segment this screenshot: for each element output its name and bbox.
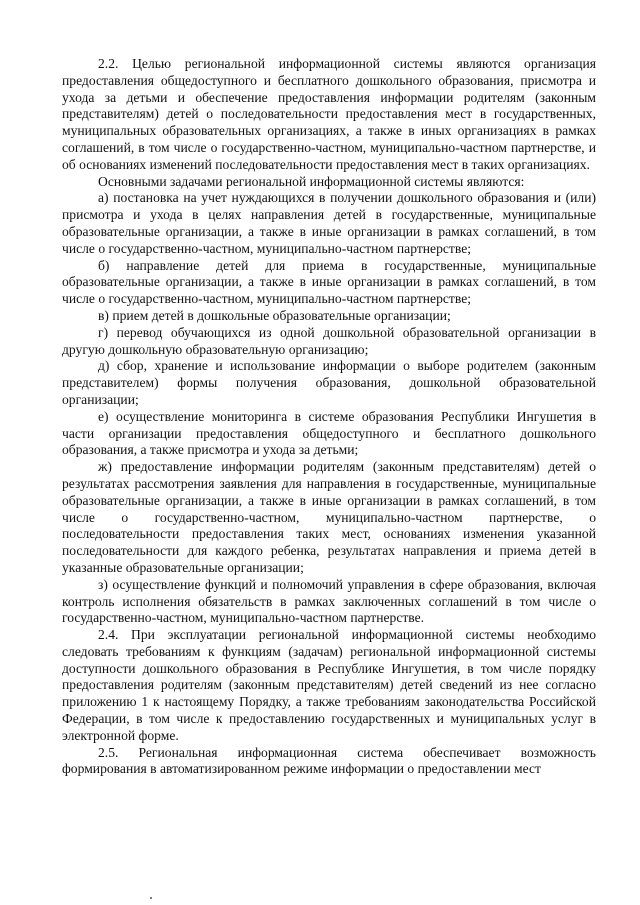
paragraph-task-e: е) осуществление мониторинга в системе образования Республики Ингушетия в части организации предоставления общедоступного и бесплатного дошкольного образования, а также присмотра и ухода за детьми; bbox=[62, 408, 596, 458]
paragraph-2-5: 2.5. Региональная информационная система обеспечивает возможность формирования в автоматизированном режиме информации о предоставлении мест bbox=[62, 744, 596, 777]
document-body bbox=[62, 56, 596, 778]
paragraph-task-a: а) постановка на учет нуждающихся в получении дошкольного образования и (или) присмотра и ухода в целях направления детей в государственные, муниципальные образовательные организации, а также в иные организации в рамках соглашений, в том числе о государственно-частном, муниципально-частном партнерстве; bbox=[62, 190, 596, 256]
paragraph-task-z: з) осуществление функций и полномочий управления в сфере образования, включая контроль исполнения обязательств в рамках заключенных соглашений в том числе о государственно-частном, муниципально-частном партнерстве. bbox=[62, 576, 596, 626]
paragraph-task-b: б) направление детей для приема в государственные, муниципальные образовательные организации, а также в иные организации в рамках соглашений, в том числе о государственно-частном, муниципально-частном партнерстве; bbox=[62, 257, 596, 307]
paragraph-task-zh: ж) предоставление информации родителям (законным представителям) детей о результатах рассмотрения заявления для направления в государственные, муниципальные образовательные организации, а также в иные организации в рамках соглашений, в том числе о государственно-частном, муниципально-частном партнерстве, о последовательности предоставления таких мест, основаниях изменения указанной последовательности для каждого ребенка, результатах направления и приема детей в указанные образовательные организации; bbox=[62, 459, 596, 575]
paragraph-task-d: д) сбор, хранение и использование информации о выборе родителем (законным представителем) формы получения образования, дошкольной образовательной организации; bbox=[62, 358, 596, 407]
scan-speck bbox=[150, 897, 152, 899]
paragraph-2-2: 2.2. Целью региональной информационной системы являются организация предоставления общедоступного и бесплатного дошкольного образования, присмотра и ухода за детьми и обеспечение предоставления информации родителям (законным представителям) детей о последовательности предоставления мест в государственных, муниципальных образовательных организациях, а также в иных организациях в рамках соглашений, в том числе о государственно-частном, муниципально-частном партнерстве, и об основаниях изменений последовательности предоставления мест в таких организациях. bbox=[62, 56, 596, 172]
paragraph-task-g: г) перевод обучающихся из одной дошкольной образовательной организации в другую дошкольную образовательную организацию; bbox=[62, 324, 596, 357]
paragraph-task-v: в) прием детей в дошкольные образовательные организации; bbox=[98, 307, 451, 323]
paragraph-2-4: 2.4. При эксплуатации региональной информационной системы необходимо следовать требованиям к функциям (задачам) региональной информационной системы доступности дошкольного образования в Республике Ингушетия, в том числе порядку предоставления родителям (законным представителям) детей сведений из нее согласно приложению 1 к настоящему Порядку, а также требованиям законодательства Российской Федерации, в том числе к предоставлению государственных и муниципальных услуг в электронной форме. bbox=[62, 627, 596, 743]
paragraph-main-tasks-intro: Основными задачами региональной информационной системы являются: bbox=[98, 173, 525, 189]
